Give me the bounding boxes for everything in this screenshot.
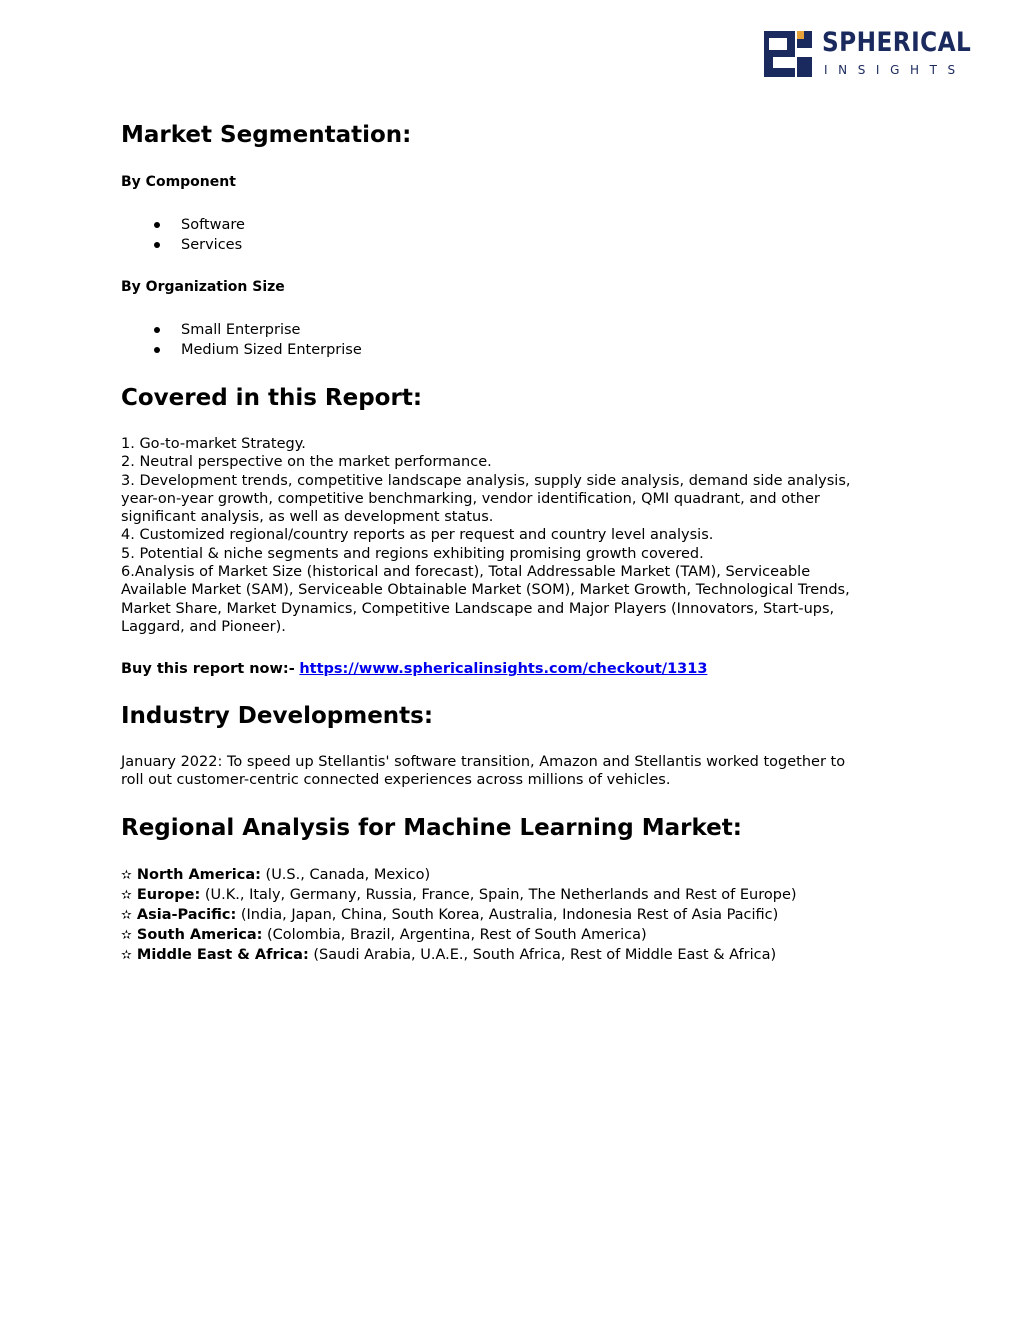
- covered-line: Laggard, and Pioneer).: [121, 618, 286, 635]
- region-item: [121, 865, 797, 885]
- covered-line: 5. Potential & niche segments and regions exhibiting promising growth covered.: [121, 545, 704, 562]
- region-item: [121, 945, 797, 965]
- covered-line: 2. Neutral perspective on the market performance.: [121, 454, 492, 471]
- list-item: Services: [121, 235, 245, 255]
- region-countries: (Saudi Arabia, U.A.E., South Africa, Rest of Middle East & Africa): [313, 947, 777, 963]
- covered-line: 1. Go-to-market Strategy.: [121, 436, 306, 452]
- list-item: Software: [121, 215, 245, 235]
- developments-line: roll out customer-centric connected experiences across millions of vehicles.: [121, 772, 671, 789]
- checkout-link[interactable]: https://www.sphericalinsights.com/checkout/1313: [299, 661, 708, 677]
- covered-line: Market Share, Market Dynamics, Competitive Landscape and Major Players (Innovators, Start-ups,: [121, 600, 835, 617]
- region-countries: (India, Japan, China, South Korea, Australia, Indonesia Rest of Asia Pacific): [240, 907, 779, 923]
- developments-text: [121, 753, 845, 790]
- region-name: Middle East & Africa:: [136, 947, 309, 963]
- star-icon: ✫: [121, 948, 132, 963]
- component-subheading: By Component: [121, 174, 236, 190]
- company-logo: [764, 27, 974, 77]
- list-item: Small Enterprise: [121, 320, 362, 340]
- region-name: South America:: [136, 927, 263, 943]
- region-item: [121, 905, 797, 925]
- region-item: [121, 885, 797, 905]
- list-item: Medium Sized Enterprise: [121, 340, 362, 360]
- buy-report-line: [121, 660, 707, 678]
- developments-line: January 2022: To speed up Stellantis' software transition, Amazon and Stellantis worked together to: [121, 754, 846, 770]
- buy-report-label: Buy this report now:-: [121, 661, 295, 677]
- logo-name: SPHERICAL: [822, 27, 972, 58]
- component-list: [121, 215, 245, 255]
- logo-tagline: INSIGHTS: [824, 63, 966, 77]
- organization-size-list: [121, 320, 362, 360]
- star-icon: ✫: [121, 928, 132, 943]
- region-item: [121, 925, 797, 945]
- region-name: Europe:: [136, 887, 201, 903]
- segmentation-heading: Market Segmentation:: [121, 122, 412, 148]
- spherical-logo-icon: [764, 31, 812, 77]
- covered-heading: Covered in this Report:: [121, 385, 423, 411]
- star-icon: ✫: [121, 868, 132, 883]
- covered-line: year-on-year growth, competitive benchmarking, vendor identification, QMI quadrant, and other: [121, 490, 820, 507]
- covered-line: significant analysis, as well as development status.: [121, 509, 494, 526]
- developments-heading: Industry Developments:: [121, 703, 434, 729]
- region-countries: (Colombia, Brazil, Argentina, Rest of South America): [267, 927, 647, 943]
- regional-heading: Regional Analysis for Machine Learning Market:: [121, 815, 742, 841]
- covered-list: [121, 435, 850, 636]
- organization-size-subheading: By Organization Size: [121, 279, 285, 295]
- covered-line: Available Market (SAM), Serviceable Obtainable Market (SOM), Market Growth, Technological Trends,: [121, 582, 850, 599]
- region-countries: (U.K., Italy, Germany, Russia, France, Spain, The Netherlands and Rest of Europe): [204, 887, 797, 903]
- region-countries: (U.S., Canada, Mexico): [265, 867, 431, 883]
- covered-line: 6.Analysis of Market Size (historical and forecast), Total Addressable Market (TAM), Serviceable: [121, 564, 811, 581]
- regions-list: [121, 865, 797, 965]
- region-name: Asia-Pacific:: [136, 907, 237, 923]
- covered-line: 3. Development trends, competitive landscape analysis, supply side analysis, demand side analysis,: [121, 472, 851, 489]
- region-name: North America:: [136, 867, 261, 883]
- star-icon: ✫: [121, 888, 132, 903]
- star-icon: ✫: [121, 908, 132, 923]
- covered-line: 4. Customized regional/country reports as per request and country level analysis.: [121, 527, 714, 544]
